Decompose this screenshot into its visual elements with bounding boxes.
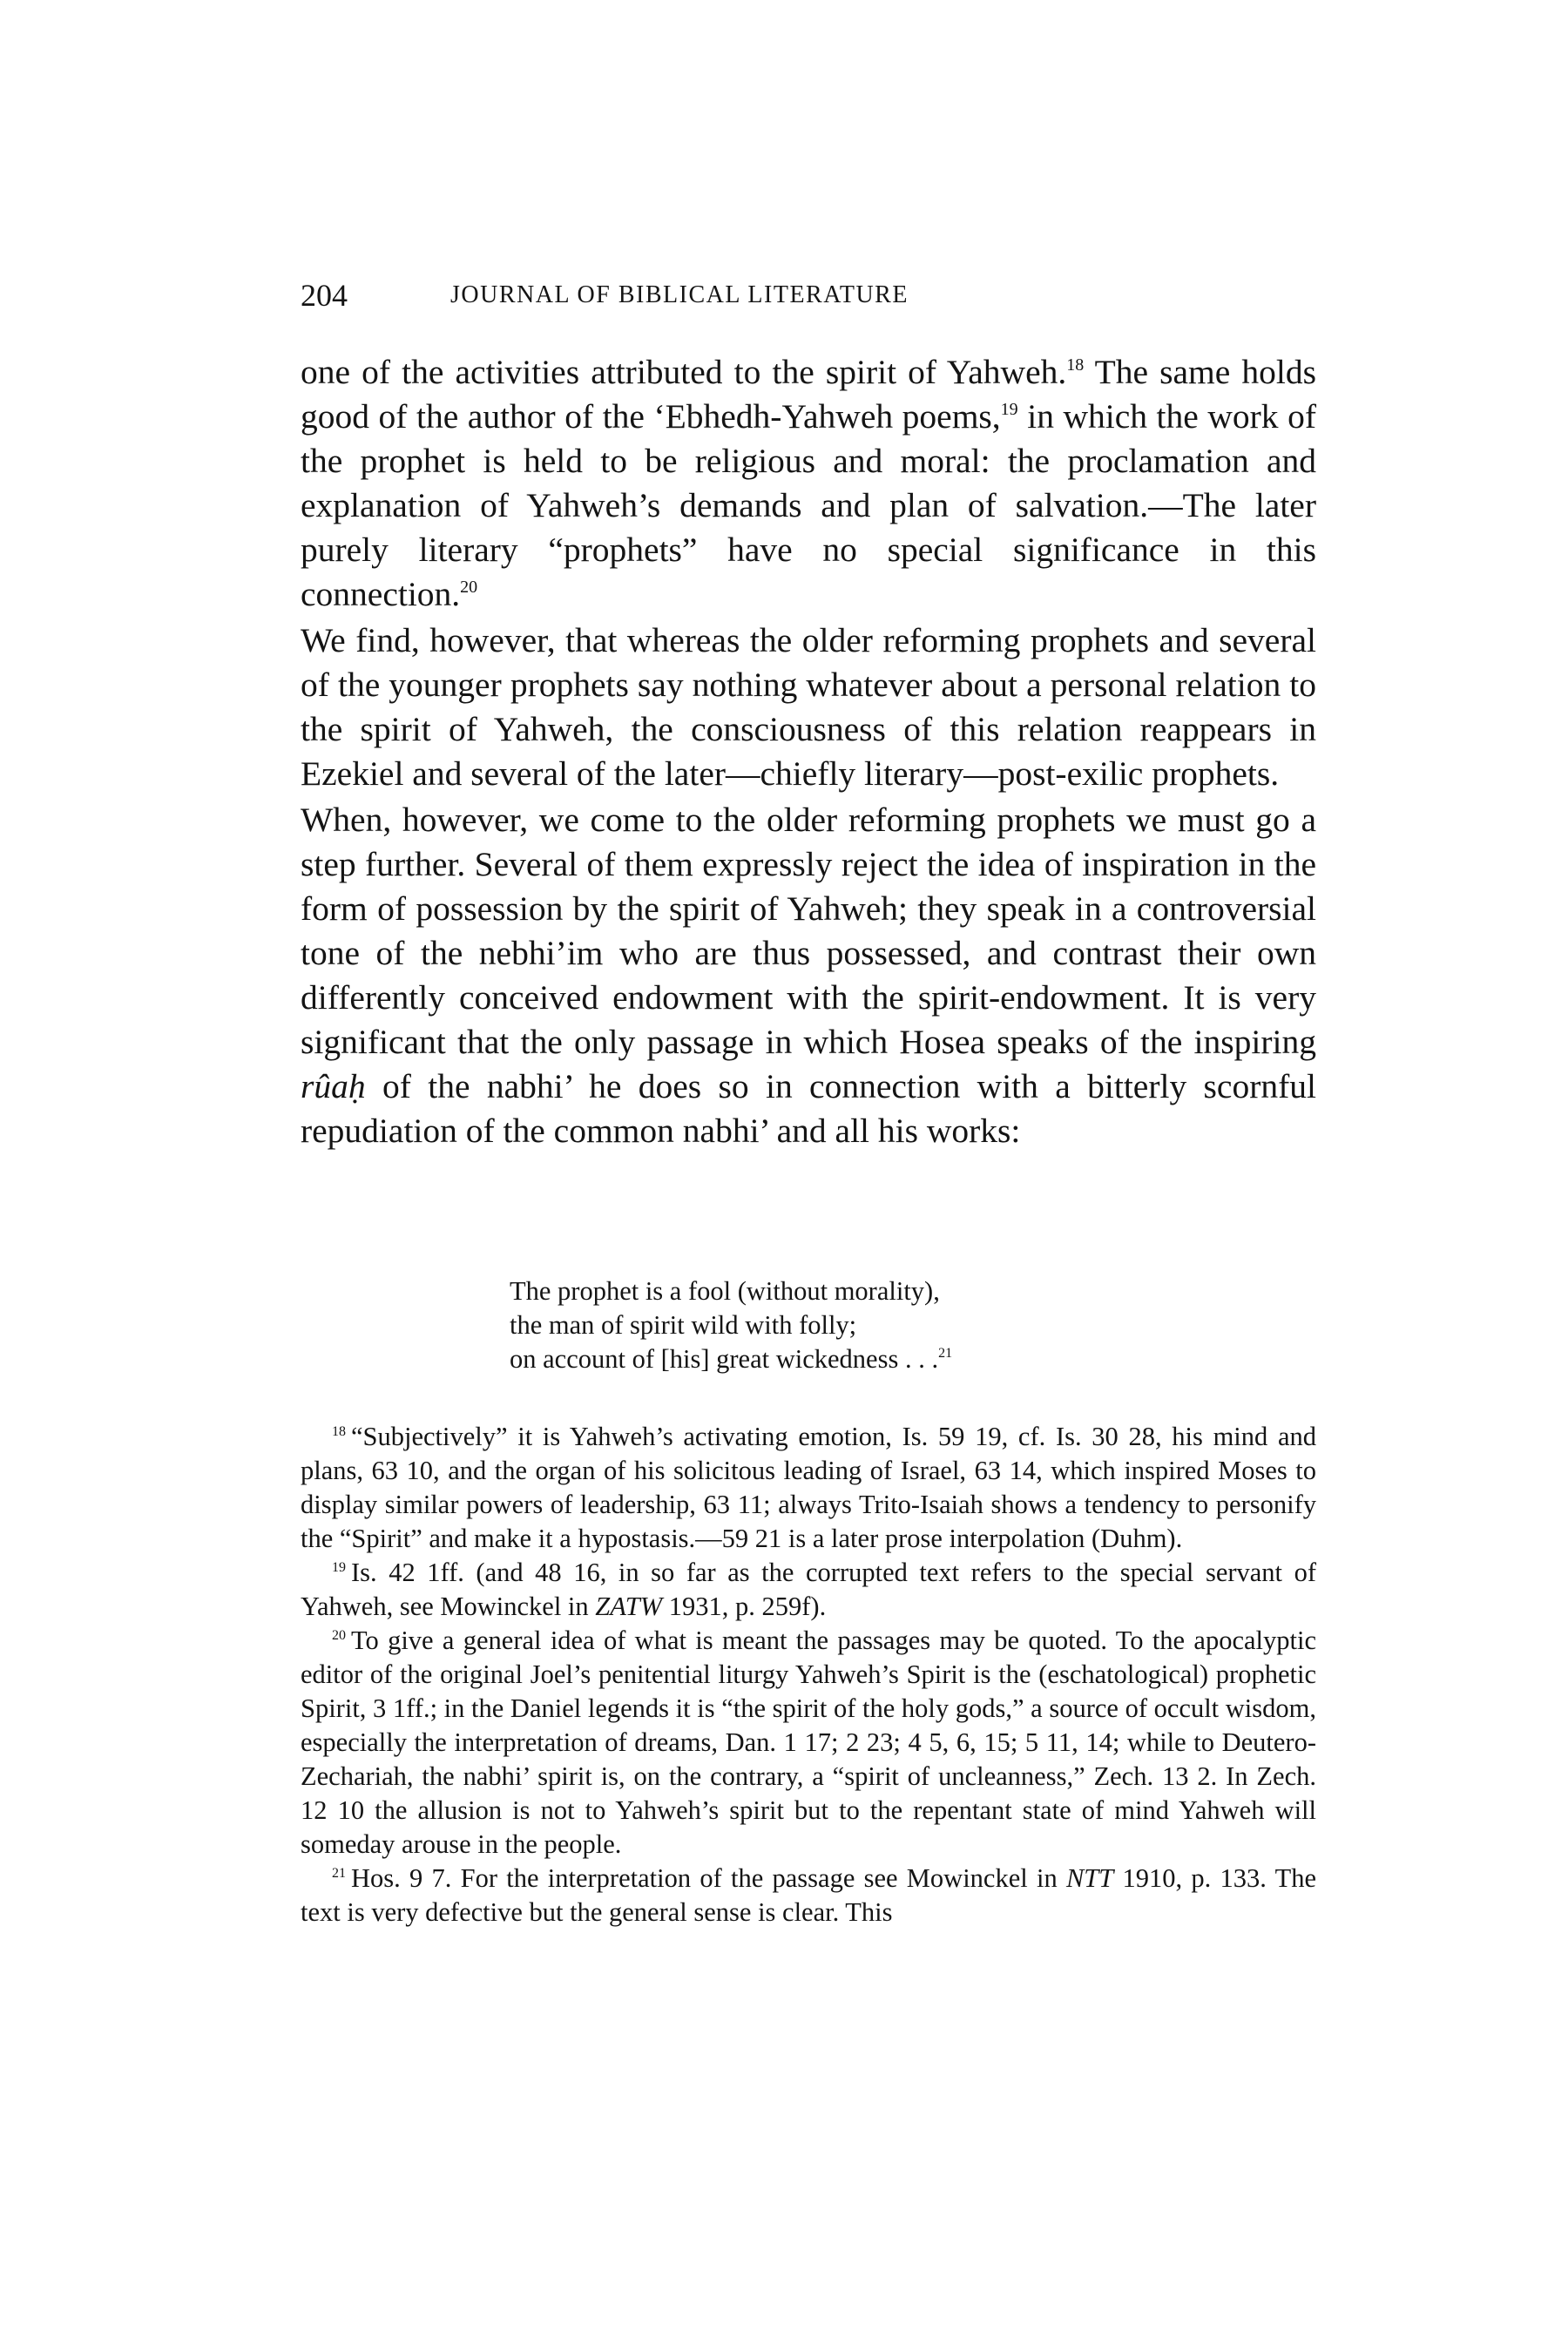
paragraph-text: When, however, we come to the older reforming prophets we must go a step further. Several of them expressly reject the idea of inspiration in the form of possession by the spirit of Yahweh; they speak in a controversial tone of the nebhi’im who are thus possessed, and contrast their own differently conceived endowment with the spirit-endowment. It is very significant that the only passage in which Hosea speaks of the inspiring xyxy=(301,801,1316,1061)
footnote-19 xyxy=(301,1556,1316,1624)
paragraph-3 xyxy=(301,798,1316,1153)
footnote-text: “Subjectively” it is Yahweh’s activating emotion, Is. 59 19, cf. Is. 30 28, his mind and plans, 63 10, and the organ of his solicitous leading of Israel, 63 14, which inspired Moses to display similar powers of leadership, 63 11; always Trito-Isaiah shows a tendency to personify the “Spirit” and make it a hypostasis.—59 21 is a later prose interpolation (Duhm). xyxy=(301,1422,1316,1553)
paragraph-text: in which the work of the prophet is held to be religious and moral: the proclamation and explanation of Yahweh’s demands and plan of salvation.—The later purely literary “prophets” have no special significance in this connection. xyxy=(301,397,1316,613)
footnote-text: 1910, p. 133. The text is very defective but the general sense is clear. This xyxy=(301,1863,1316,1927)
page-number: 204 xyxy=(301,278,348,313)
footnote-ref-19[interactable]: 19 xyxy=(1000,399,1018,419)
footnote-number: 18 xyxy=(332,1423,346,1439)
quote-line: the man of spirit wild with folly; xyxy=(510,1310,857,1340)
main-text xyxy=(301,350,1316,1155)
quote-line xyxy=(510,1342,1172,1376)
footnote-text: Is. 42 1ff. (and 48 16, in so far as the corrupted text refers to the special servant of Yahweh, see Mowinckel in xyxy=(301,1558,1316,1621)
footnote-text: 1931, p. 259f). xyxy=(662,1592,827,1621)
footnote-text: To give a general idea of what is meant the passages may be quoted. To the apocalyptic editor of the original Joel’s penitential liturgy Yahweh’s Spirit is the (eschatological) prophetic Spirit, 3 1ff.; in the Daniel legends it is “the spirit of the holy gods,” a source of occult wisdom, especially the interpretation of dreams, Dan. 1 17; 2 23; 4 5, 6, 15; 5 11, 14; while to Deutero-Zechariah, the nabhi’ spirit is, on the contrary, a “spirit of uncleanness,” Zech. 13 2. In Zech. 12 10 the allusion is not to Yahweh’s spirit but to the repentant state of mind Yahweh will someday arouse in the people. xyxy=(301,1625,1316,1859)
page-header xyxy=(301,277,1058,319)
footnote-number: 21 xyxy=(332,1865,346,1881)
footnote-ref-21[interactable]: 21 xyxy=(938,1345,953,1361)
paragraph-text: one of the activities attributed to the spirit of Yahweh. xyxy=(301,353,1067,391)
footnote-ref-20[interactable]: 20 xyxy=(460,577,478,597)
paragraph-text: of the nabhi’ he does so in connection with a bitterly scornful repudiation of the common nabhi’ and all his works: xyxy=(301,1067,1316,1150)
quote-line: The prophet is a fool (without morality), xyxy=(510,1276,940,1306)
paragraph-text: The same holds good of the author of the ‘Ebhedh-Yahweh poems, xyxy=(301,353,1316,436)
quote-line-text: on account of [his] great wickedness . . . xyxy=(510,1344,939,1374)
footnote-21 xyxy=(301,1862,1316,1930)
journal-abbrev: NTT xyxy=(1065,1863,1114,1893)
hebrew-term: rûaḥ xyxy=(301,1067,366,1105)
footnote-text: Hos. 9 7. For the interpretation of the passage see Mowinckel in xyxy=(351,1863,1066,1893)
running-head: JOURNAL OF BIBLICAL LITERATURE xyxy=(450,281,909,308)
paragraph-1 xyxy=(301,350,1316,617)
paragraph-2: We find, however, that whereas the older reforming prophets and several of the younger prophets say nothing whatever about a personal relation to the spirit of Yahweh, the consciousness of this relation reappears in Ezekiel and several of the later—chiefly literary—post-exilic prophets. xyxy=(301,621,1316,793)
footnotes xyxy=(301,1420,1316,1930)
footnote-20 xyxy=(301,1624,1316,1862)
footnote-ref-18[interactable]: 18 xyxy=(1066,355,1085,375)
footnote-18 xyxy=(301,1420,1316,1556)
footnote-number: 19 xyxy=(332,1559,346,1575)
footnote-number: 20 xyxy=(332,1627,346,1643)
journal-abbrev: ZATW xyxy=(595,1592,663,1621)
block-quote xyxy=(510,1274,1172,1376)
